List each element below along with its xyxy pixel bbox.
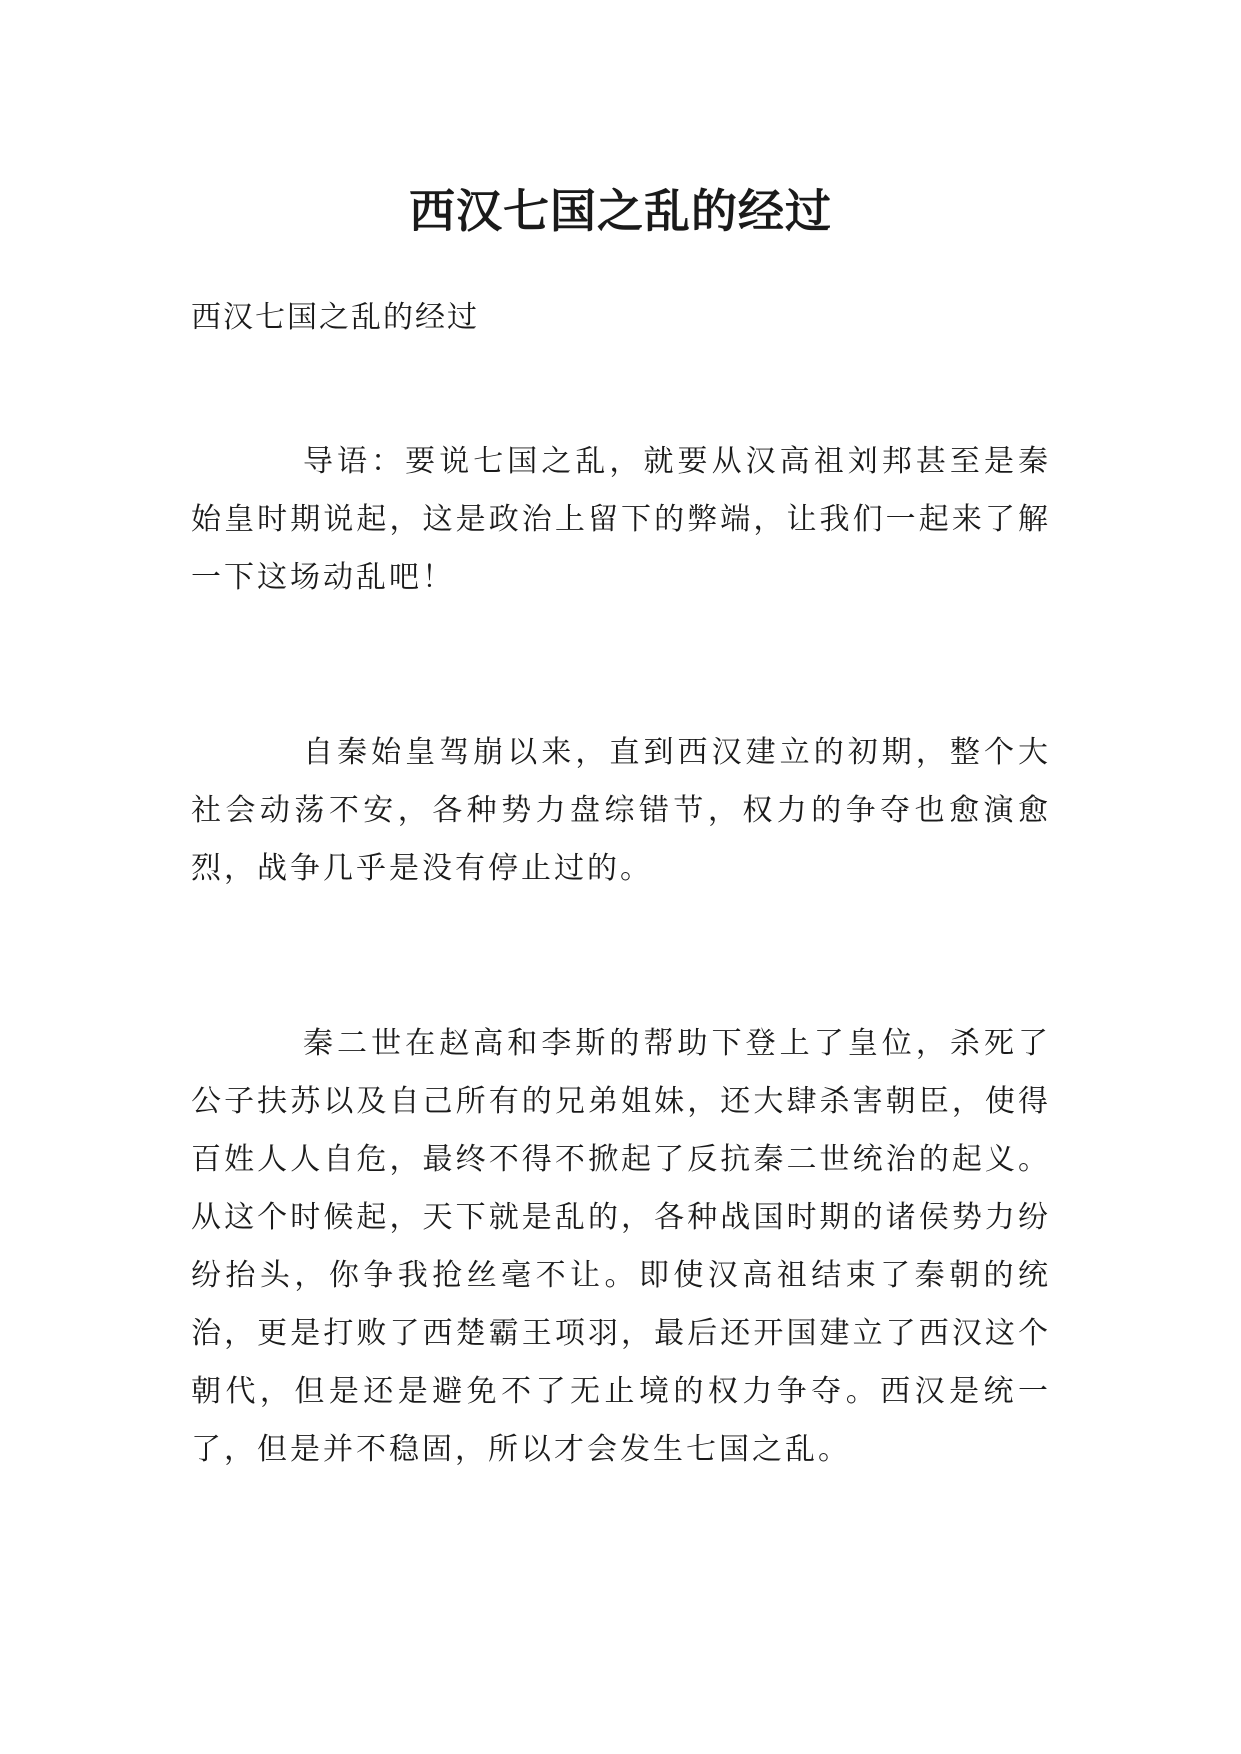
document-title: 西汉七国之乱的经过	[409, 183, 832, 238]
document-subtitle: 西汉七国之乱的经过	[191, 300, 479, 335]
paragraph-intro: 导语：要说七国之乱，就要从汉高祖刘邦甚至是秦始皇时期说起，这是政治上留下的弊端，让我们一起来了解一下这场动乱吧！	[191, 444, 1051, 595]
paragraph-background: 自秦始皇驾崩以来，直到西汉建立的初期，整个大社会动荡不安，各种势力盘综错节，权力的争夺也愈演愈烈，战争几乎是没有停止过的。	[191, 735, 1051, 886]
paragraph-qin-second-emperor: 秦二世在赵高和李斯的帮助下登上了皇位，杀死了公子扶苏以及自己所有的兄弟姐妹，还大肆杀害朝臣，使得百姓人人自危，最终不得不掀起了反抗秦二世统治的起义。从这个时候起，天下就是乱的，各种战国时期的诸侯势力纷纷抬头，你争我抢丝毫不让。即使汉高祖结束了秦朝的统治，更是打败了西楚霸王项羽，最后还开国建立了西汉这个朝代，但是还是避免不了无止境的权力争夺。西汉是统一了，但是并不稳固，所以才会发生七国之乱。	[191, 1026, 1051, 1467]
